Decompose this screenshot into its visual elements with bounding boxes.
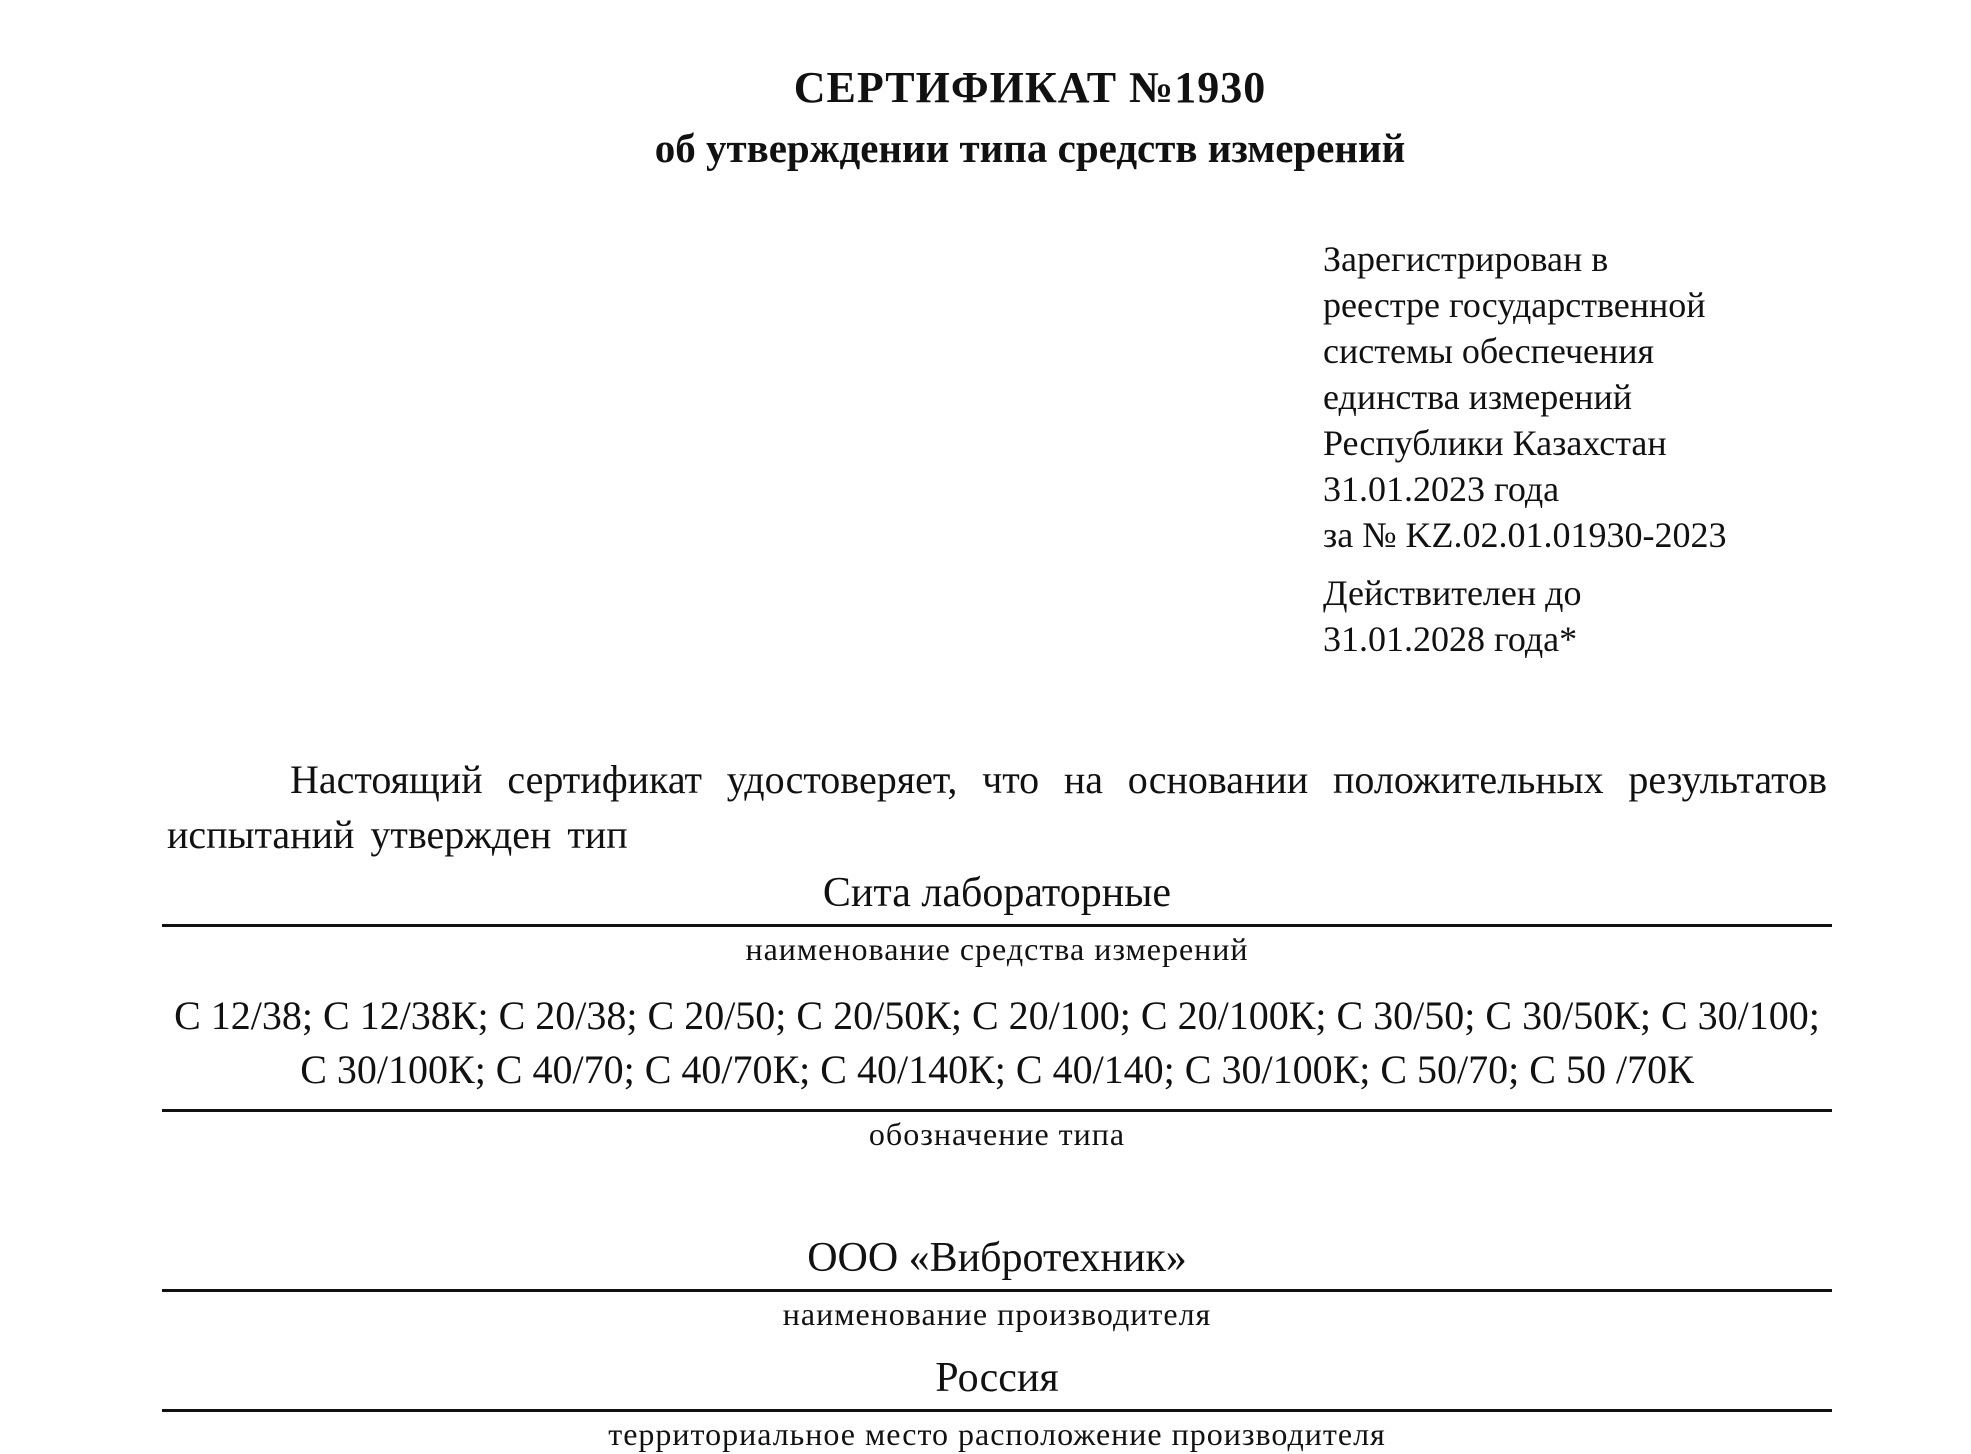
country-value: Россия [935,1355,1059,1401]
field-divider [162,1409,1832,1412]
type-designation-caption: обозначение типа [868,1116,1126,1152]
field-divider [162,1109,1832,1112]
manufacturer-field [162,1231,1832,1334]
certificate-title [0,58,1971,178]
registration-line: Зарегистрирован в [1323,239,1609,279]
validity-block [1323,570,1883,662]
intro-paragraph: Настоящий сертификат удостоверяет, что на основании положительных результатов испытаний утвержден тип [167,757,1827,857]
country-field [162,1351,1832,1454]
registration-number: за № KZ.02.01.01930-2023 [1323,515,1727,555]
registration-line: реестре государственной [1323,285,1706,325]
type-designation-value: С 12/38; С 12/38К; С 20/38; С 20/50; С 20/50К; С 20/100; С 20/100К; С 30/50; С 30/50К; С 30/100; С 30/100К; С 40/70; С 40/70К; С 40/140К; С 40/140; С 30/100К; С 50/70; С 50 /70К [174,993,1820,1092]
registration-line: Республики Казахстан [1323,423,1667,463]
certificate-subject-heading: об утверждении типа средств измерений [654,125,1406,171]
certificate-number-heading: СЕРТИФИКАТ №1930 [793,63,1267,112]
instrument-name-field [162,866,1832,969]
instrument-name-caption: наименование средства измерений [745,931,1249,967]
registration-line: системы обеспечения [1323,331,1655,371]
registration-block [1323,236,1883,558]
validity-label: Действителен до [1323,573,1582,613]
registration-line: единства измерений [1323,377,1633,417]
manufacturer-value: ООО «Вибротехник» [807,1235,1187,1281]
field-divider [162,1289,1832,1292]
field-divider [162,924,1832,927]
validity-date: 31.01.2028 года* [1323,619,1578,659]
registration-date: 31.01.2023 года [1323,469,1560,509]
instrument-name-value: Сита лабораторные [822,870,1172,916]
type-designation-field [162,989,1832,1154]
country-caption: территориальное место расположение производителя [608,1416,1386,1452]
manufacturer-caption: наименование производителя [782,1296,1212,1332]
